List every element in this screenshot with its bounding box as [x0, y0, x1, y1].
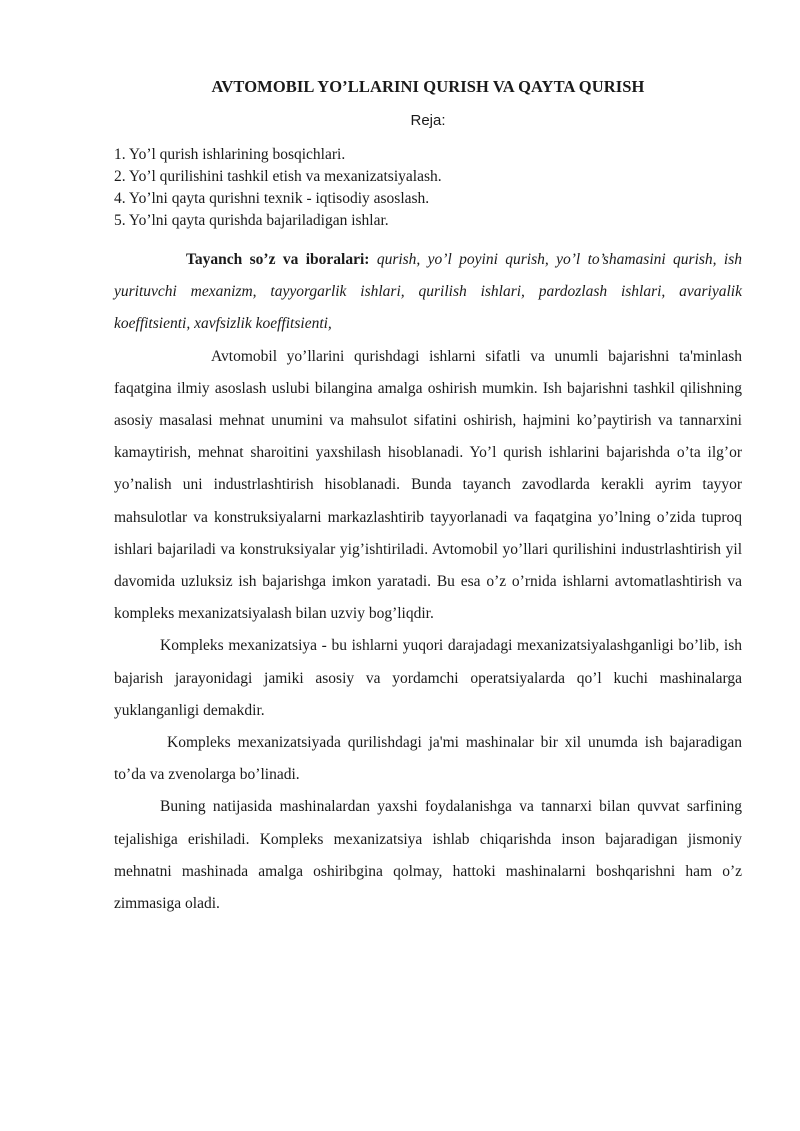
body-paragraph: Kompleks mexanizatsiyada qurilishdagi ja'mi mashinalar bir xil unumda ish bajaradigan to’da va zvenolarga bo’linadi. [114, 734, 742, 784]
plan-item: 2. Yo’l qurilishini tashkil etish va mexanizatsiyalash. [114, 168, 442, 185]
body-paragraph: Kompleks mexanizatsiya - bu ishlarni yuqori darajadagi mexanizatsiyalashganligi bo’lib, ish bajarish jarayonidagi jamiki asosiy va yordamchi operatsiyalarda qo’l kuchi mashinalarga yuklanganligi demakdir. [114, 637, 742, 719]
body-paragraph: Buning natijasida mashinalardan yaxshi foydalanishga va tannarxi bilan quvvat sarfining tejalishiga erishiladi. Kompleks mexanizatsiya ishlab chiqarishda inson bajaradigan jismoniy mehnatni mashinada amalga oshiribgina qolmay, hattoki mashinalarni boshqarishni ham o’z zimmasiga oladi. [114, 798, 742, 913]
keywords-label: Tayanch so’z va iboralari: [186, 251, 370, 268]
plan-list [114, 144, 442, 232]
plan-item: 1. Yo’l qurish ishlarining bosqichlari. [114, 146, 346, 163]
keywords-paragraph [114, 244, 742, 341]
document-title: AVTOMOBIL YO’LLARINI QURISH VA QAYTA QURISH [211, 77, 645, 96]
plan-heading: Reja: [410, 112, 446, 129]
keywords-list: qurish, yo’l poyini qurish, yo’l to’shamasini qurish, ish yurituvchi mexanizm, tayyorgarlik ishlari, qurilish ishlari, pardozlash ishlari, avariyalik koeffitsienti, xavfsizlik koeffitsienti, [114, 251, 743, 333]
body-paragraph: Avtomobil yo’llarini qurishdagi ishlarni sifatli va unumli bajarishni ta'minlash faqatgina ilmiy asoslash uslubi bilangina amalga oshirish mumkin. Ish bajarishni tashkil qilishning asosiy masalasi mehnat unumini va mahsulot sifatini oshirish, hajmini ko’paytirish va tannarxini kamaytirish, mehnat sharoitini yaxshilash hisoblanadi. Yo’l qurish ishlarini bajarishda o’ta ilg’or yo’nalish uni industrlashtirish hisoblanadi. Bunda tayanch zavodlarda kerakli ayrim tayyor mahsulotlar va konstruksiyalarni markazlashtirib tayyorlanadi va faqatgina yo’lning o’zida tuproq ishlari bajariladi va konstruksiyalar yig’ishtiriladi. Avtomobil yo’llari qurilishini industrlashtirish yil davomida uzluksiz ish bajarishga imkon yaratadi. Bu esa o’z o’rnida ishlarni avtomatlashtirish va kompleks mexanizatsiyalash bilan uzviy bog’liqdir. [114, 347, 742, 623]
document-body [114, 244, 742, 920]
plan-item: 4. Yo’lni qayta qurishni texnik - iqtisodiy asoslash. [114, 190, 430, 207]
plan-item: 5. Yo’lni qayta qurishda bajariladigan ishlar. [114, 212, 389, 229]
